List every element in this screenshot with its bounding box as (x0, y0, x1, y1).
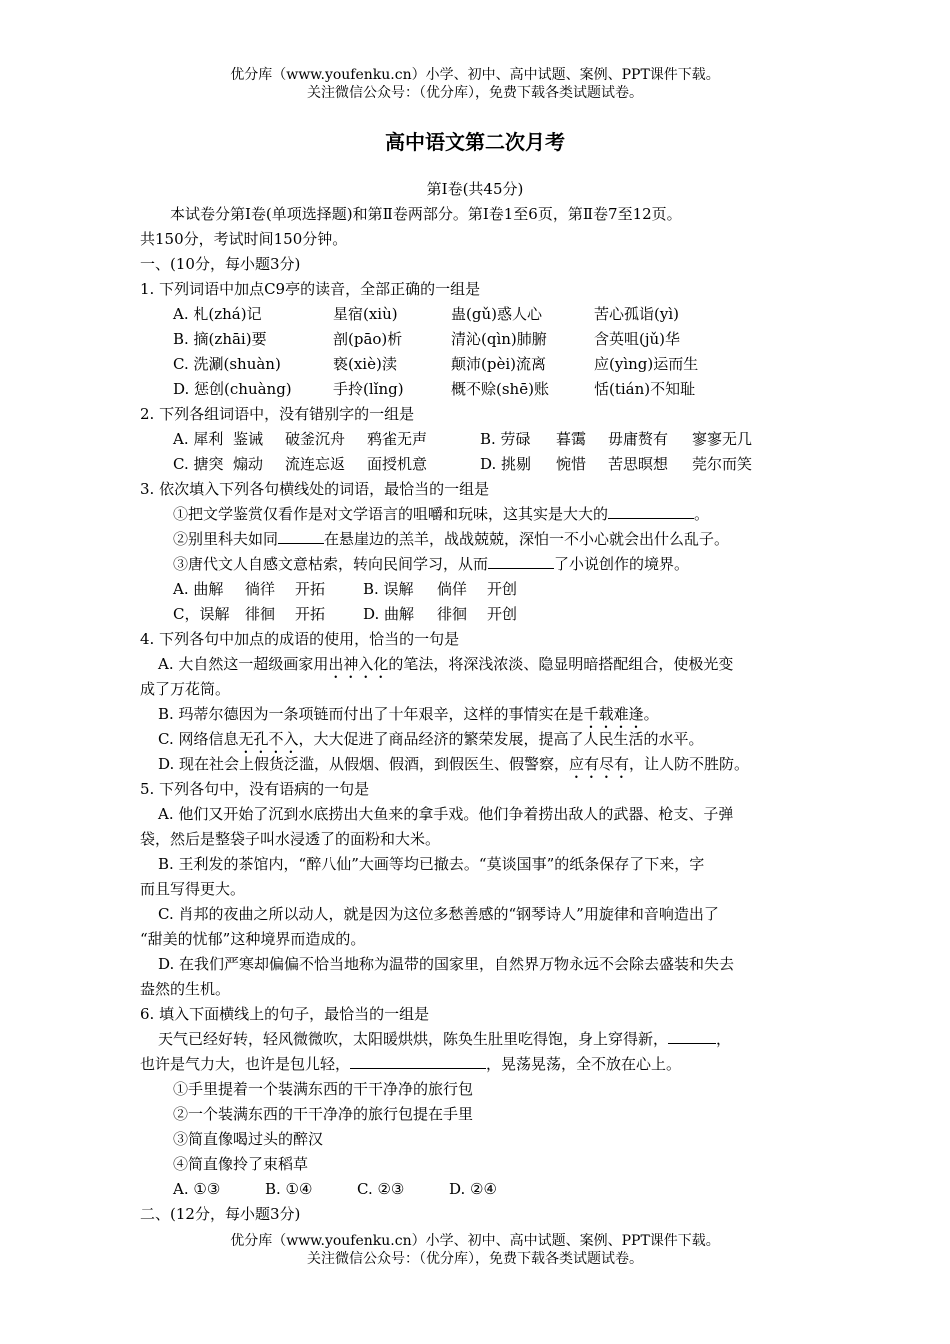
question-1-stem: 1. 下列词语中加点C9亭的读音，全部正确的一组是 (140, 280, 481, 298)
q1-b-word-2: 剖(pāo)析 (333, 330, 403, 348)
question-6-passage-2 (140, 1052, 812, 1077)
question-2-row-1 (140, 427, 812, 452)
question-1-option-c (140, 352, 812, 377)
question-5-stem: 5. 下列各句中，没有语病的一句是 (140, 780, 370, 798)
header-line-1: 优分库（www.youfenku.cn）小学、初中、高中试题、案例、PPT课件下载。 (230, 67, 720, 83)
question-1-option-b (140, 327, 812, 352)
footer-line-2: 关注微信公众号：（优分库），免费下载各类试题试卷。 (307, 1251, 643, 1267)
q3-r1-w5: 倘佯 (437, 580, 468, 598)
q1-b-word-3: 清沁(qìn)肺腑 (451, 330, 547, 348)
q4-d-text: D. 现在社会上假货泛滥，从假烟、假酒，到假医生、假警察， (158, 755, 570, 773)
q3-s1-end: 。 (694, 505, 710, 523)
question-5-option-c: C. 肖邦的夜曲之所以动人，就是因为这位多愁善感的“钢琴诗人”用旋律和音响造出了 (158, 905, 719, 923)
q4-b-idiom: 千载难逢 (583, 705, 644, 723)
q3-r1-w1: A. 曲解 (173, 580, 224, 598)
q3-r2-w1: C，误解 (173, 605, 230, 623)
question-3-sentence-3 (140, 552, 812, 577)
question-6-item-4: ④简直像拎了束稻草 (173, 1155, 309, 1173)
q4-c-text: C. 网络信息 (158, 730, 239, 748)
q6-choice-d: D. ②④ (449, 1180, 497, 1198)
q2-r2-w7: 苦思暝想 (608, 455, 669, 473)
q3-r2-w3: 开拓 (295, 605, 326, 623)
q6-passage-text-3: ，晃荡晃荡，全不放在心上。 (486, 1055, 682, 1073)
question-6-passage-1 (140, 1027, 812, 1052)
q6-choice-b: B. ①④ (265, 1180, 313, 1198)
q3-s3-end: 了小说创作的境界。 (554, 555, 690, 573)
q1-a-word-3: 蛊(gǔ)惑人心 (451, 305, 542, 323)
question-5-option-d-cont: 盎然的生机。 (140, 980, 231, 998)
q4-c-idiom: 无孔不入 (238, 730, 299, 748)
q1-d-word-1: D. 惩创(chuàng) (173, 380, 292, 398)
q3-s2-end: 在悬崖边的羔羊，战战兢兢，深怕一不小心就会出什么乱子。 (324, 530, 730, 548)
footer-line-1: 优分库（www.youfenku.cn）小学、初中、高中试题、案例、PPT课件下载。 (230, 1233, 720, 1249)
question-4-option-a-cont: 成了万花筒。 (140, 680, 231, 698)
intro-line-2: 共150分，考试时间150分钟。 (140, 230, 348, 248)
q2-r1-w6: 暮霭 (556, 430, 587, 448)
q6-passage-text: 天气已经好转，轻风微微吹，太阳暖烘烘，陈奂生肚里吃得饱，身上穿得新， (158, 1030, 669, 1048)
q3-s1-blank (608, 504, 694, 519)
q3-r2-w5: 徘徊 (437, 605, 468, 623)
q3-r1-w3: 开拓 (295, 580, 326, 598)
question-5-option-c-cont: “甜美的忧郁”这种境界而造成的。 (140, 930, 366, 948)
paper-subtitle: 第Ⅰ卷(共45分) (426, 180, 524, 198)
question-5-option-a: A. 他们又开始了沉到水底捞出大鱼来的拿手戏。他们争着捞出敌人的武器、枪支、子弹 (158, 805, 734, 823)
question-6-item-3: ③简直像喝过头的醉汉 (173, 1130, 324, 1148)
section-2-heading: 二、(12分，每小题3分) (140, 1205, 301, 1223)
q3-s2-blank (278, 529, 324, 544)
question-5-option-b-cont: 而且写得更大。 (140, 880, 246, 898)
question-6-stem: 6. 填入下面横线上的句子，最恰当的一组是 (140, 1005, 430, 1023)
q3-r2-w4: D. 曲解 (363, 605, 415, 623)
q6-choice-a: A. ①③ (173, 1180, 221, 1198)
question-6-choices (140, 1177, 812, 1202)
question-3-choices-1 (140, 577, 812, 602)
question-3-stem: 3. 依次填入下列各句横线处的词语，最恰当的一组是 (140, 480, 490, 498)
question-4-option-a (140, 652, 812, 677)
q3-r2-w2: 徘徊 (245, 605, 276, 623)
q6-blank-2 (350, 1054, 486, 1069)
question-1-option-d (140, 377, 812, 402)
q2-r2-w4: 面授机意 (367, 455, 428, 473)
q3-s3-text: ③唐代文人自感文意枯索，转向民间学习，从而 (173, 555, 489, 573)
q1-d-word-4: 恬(tián)不知耻 (594, 380, 696, 398)
q3-r1-w2: 徜徉 (245, 580, 276, 598)
q3-s3-blank (488, 554, 554, 569)
q4-a-text: A. 大自然这一超级画家用 (158, 655, 329, 673)
q4-c-text-2: ，大大促进了商品经济的繁荣发展，提高了人民生活的水平。 (298, 730, 704, 748)
question-4-option-c (140, 727, 812, 752)
q3-s2-text: ②别里科夫如同 (173, 530, 279, 548)
q2-r2-w2: 煽动 (233, 455, 264, 473)
q1-c-word-4: 应(yìng)运而生 (594, 355, 699, 373)
q1-a-word-2: 星宿(xiù) (333, 305, 398, 323)
page-header (0, 66, 950, 102)
q2-r2-w6: 惋惜 (556, 455, 587, 473)
q2-r2-w1: C. 搪突 (173, 455, 224, 473)
exam-body (140, 202, 812, 1227)
intro-line-1: 本试卷分第Ⅰ卷(单项选择题)和第Ⅱ卷两部分。第Ⅰ卷1至6页，第Ⅱ卷7至12页。 (170, 205, 682, 223)
q2-r2-w8: 莞尔而笑 (692, 455, 753, 473)
q6-choice-c: C. ②③ (357, 1180, 405, 1198)
q3-r1-w6: 开创 (487, 580, 518, 598)
question-1-option-a (140, 302, 812, 327)
q2-r2-w5: D. 挑剔 (480, 455, 532, 473)
q6-passage-comma: ， (716, 1030, 732, 1048)
q2-r1-w5: B. 劳碌 (480, 430, 531, 448)
q1-a-word-1: A. 札(zhá)记 (173, 305, 262, 323)
page-footer (0, 1232, 950, 1268)
q2-r1-w1: A. 犀利 (173, 430, 224, 448)
q2-r1-w7: 毋庸赘有 (608, 430, 669, 448)
q2-r1-w8: 寥寥无几 (692, 430, 753, 448)
q1-b-word-4: 含英咀(jǔ)华 (594, 330, 681, 348)
question-5-option-d: D. 在我们严寒却偏偏不恰当地称为温带的国家里，自然界万物永远不会除去盛装和失去 (158, 955, 735, 973)
q1-c-word-2: 亵(xiè)渎 (333, 355, 397, 373)
q1-c-word-3: 颠沛(pèi)流离 (451, 355, 546, 373)
question-5-option-b: B. 王利发的茶馆内，“醉八仙”大画等均已撤去。“莫谈国事”的纸条保存了下来，字 (158, 855, 705, 873)
exam-title: 高中语文第二次月考 (385, 130, 565, 154)
q4-a-idiom: 出神入化 (328, 655, 389, 673)
section-1-heading: 一、(10分，每小题3分) (140, 255, 301, 273)
q1-b-word-1: B. 摘(zhāi)要 (173, 330, 267, 348)
q6-passage-text-2: 也许是气力大，也许是包儿轻， (140, 1055, 351, 1073)
q1-d-word-2: 手拎(lǐng) (333, 380, 404, 398)
q4-b-text: B. 玛蒂尔德因为一条项链而付出了十年艰辛，这样的事情实在是 (158, 705, 584, 723)
question-5-option-a-cont: 袋，然后是整袋子叫水浸透了的面粉和大米。 (140, 830, 441, 848)
q3-s1-text: ①把文学鉴赏仅看作是对文学语言的咀嚼和玩味，这其实是大大的 (173, 505, 609, 523)
q4-b-text-2: 。 (643, 705, 659, 723)
q1-c-word-1: C. 洗涮(shuàn) (173, 355, 281, 373)
question-4-option-b (140, 702, 812, 727)
q4-a-text-2: 的笔法，将深浅浓淡、隐显明暗搭配组合，使极光变 (388, 655, 734, 673)
q2-r1-w3: 破釜沉舟 (285, 430, 346, 448)
header-line-2: 关注微信公众号：（优分库），免费下载各类试题试卷。 (307, 85, 643, 101)
question-4-stem: 4. 下列各句中加点的成语的使用，恰当的一句是 (140, 630, 460, 648)
q1-a-word-4: 苦心孤诣(yì) (594, 305, 679, 323)
q4-d-idiom: 应有尽有 (569, 755, 630, 773)
q3-r2-w6: 开创 (487, 605, 518, 623)
q6-blank-1 (668, 1029, 716, 1044)
q2-r1-w4: 鸦雀无声 (367, 430, 428, 448)
question-3-sentence-2 (140, 527, 812, 552)
question-4-option-d (140, 752, 812, 777)
question-6-item-2: ②一个装满东西的干干净净的旅行包提在手里 (173, 1105, 474, 1123)
question-2-row-2 (140, 452, 812, 477)
question-3-choices-2 (140, 602, 812, 627)
q3-r1-w4: B. 误解 (363, 580, 414, 598)
q1-d-word-3: 概不赊(shē)账 (451, 380, 549, 398)
q2-r1-w2: 鉴诫 (233, 430, 264, 448)
q4-d-text-2: ，让人防不胜防。 (629, 755, 750, 773)
question-2-stem: 2. 下列各组词语中，没有错别字的一组是 (140, 405, 415, 423)
q2-r2-w3: 流连忘返 (285, 455, 346, 473)
question-3-sentence-1 (140, 502, 812, 527)
question-6-item-1: ①手里提着一个装满东西的干干净净的旅行包 (173, 1080, 474, 1098)
